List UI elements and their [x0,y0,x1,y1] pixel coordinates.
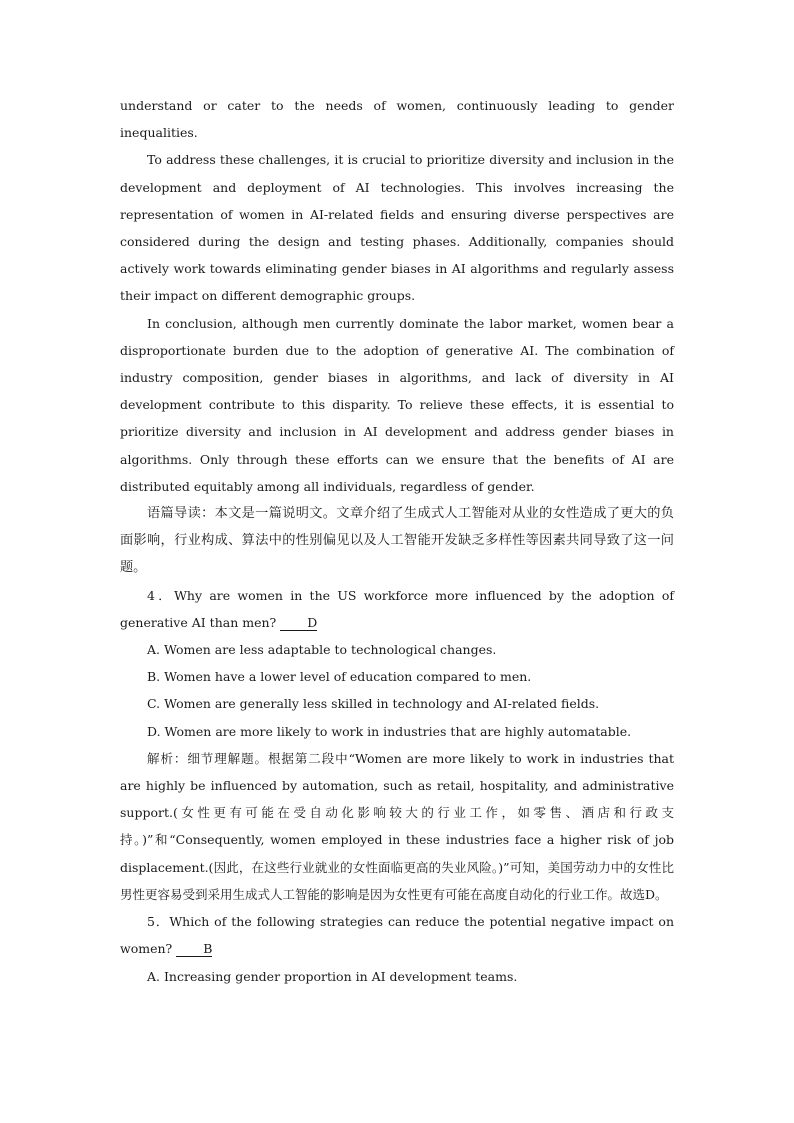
question-4-option-c: C. Women are generally less skilled in technology and AI-related fields. [147,696,600,712]
passage-paragraph-conclusion: In conclusion, although men currently dominate the labor market, women bear a disproportionate burden due to the adoption of generative AI. The combination of industry composition, gender biases in algorithms, and lack of diversity in AI development contribute to this disparity. To relieve these effects, it is essential to prioritize diversity and inclusion in AI development and address gender biases in algorithms. Only through these efforts can we ensure that the benefits of AI are distributed equitably among all individuals, regardless of gender. [120,315,674,494]
question-4-option-b: B. Women have a lower level of education compared to men. [147,669,532,685]
passage-paragraph-challenges: To address these challenges, it is crucial to prioritize diversity and inclusion in the development and deployment of AI technologies. This involves increasing the representation of women in AI-related fields and ensuring diverse perspectives are considered during the design and testing phases. Additionally, companies should actively work towards eliminating gender biases in AI algorithms and regularly assess their impact on different demographic groups. [120,152,674,304]
question-4-answer: D [280,615,317,631]
passage-continuation: understand or cater to the needs of women, continuously leading to gender inequalities. [120,98,674,141]
question-4-option-d: D. Women are more likely to work in industries that are highly automatable. [147,723,632,739]
document-page [120,92,674,990]
question-4-option-a: A. Women are less adaptable to technological changes. [147,642,497,658]
question-5-answer: B [176,941,212,957]
question-4-stem [120,582,674,636]
question-5-text: 5．Which of the following strategies can reduce the potential negative impact on women? [120,914,674,957]
question-5-option-a: A. Increasing gender proportion in AI development teams. [147,968,518,984]
question-4-analysis: 解析：细节理解题。根据第二段中“Women are more likely to work in industries that are highly be influenced by automation, such as retail, hospitality, and administrative support.(女性更有可能在受自动化影响较大的行业工作，如零售、酒店和行政支持。)”和“Consequently, women employed in these industries face a higher risk of job displacement.(因此，在这些行业就业的女性面临更高的失业风险。)”可知，美国劳动力中的女性比男性更容易受到采用生成式人工智能的影响是因为女性更有可能在高度自动化的行业工作。故选D。 [120,750,674,902]
passage-guide: 语篇导读：本文是一篇说明文。文章介绍了生成式人工智能对从业的女性造成了更大的负面影响，行业构成、算法中的性别偏见以及人工智能开发缺乏多样性等因素共同导致了这一问题。 [120,506,674,576]
question-4-text: 4．Why are women in the US workforce more influenced by the adoption of generative AI than men? [120,587,674,630]
question-5-stem [120,908,674,962]
